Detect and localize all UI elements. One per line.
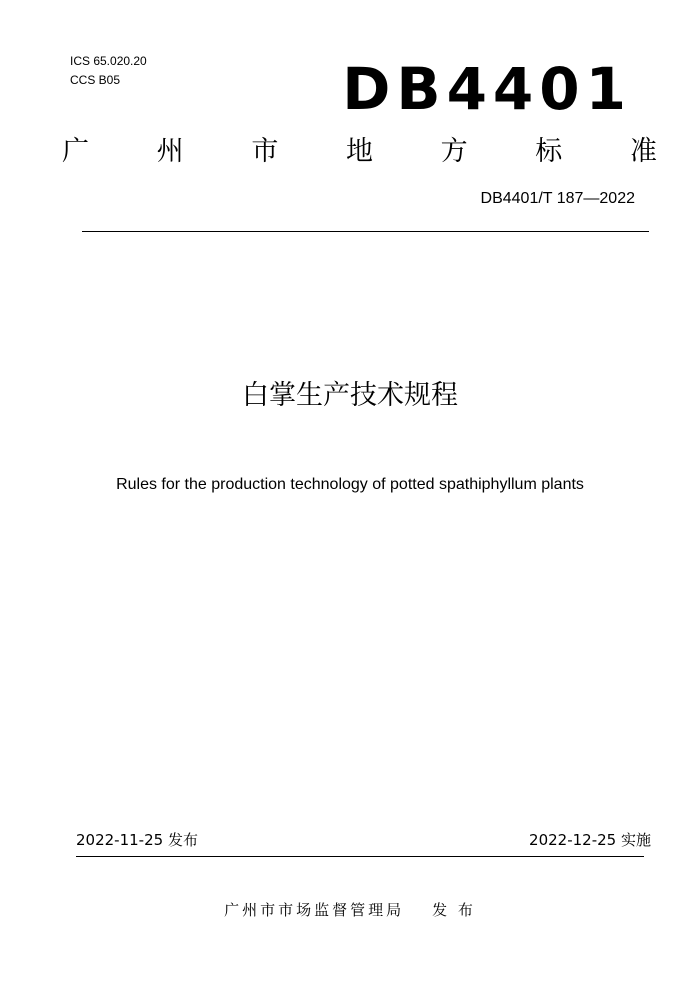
standard-type-char: 准 bbox=[629, 136, 657, 167]
standard-type-char: 地 bbox=[345, 136, 373, 167]
ics-code: ICS 65.020.20 bbox=[70, 54, 147, 68]
issuing-authority bbox=[0, 900, 700, 920]
standard-type-char: 广 bbox=[62, 136, 89, 167]
document-title-english: Rules for the production technology of potted spathiphyllum plants bbox=[116, 476, 584, 493]
standard-type-char: 标 bbox=[535, 136, 563, 167]
standard-type-char: 方 bbox=[440, 136, 468, 167]
header-divider bbox=[82, 231, 649, 232]
standard-type-char: 市 bbox=[251, 136, 279, 167]
issuer-name: 广州市市场监督管理局 bbox=[224, 901, 405, 919]
implementation-date: 2022-12-25 实施 bbox=[529, 831, 651, 849]
standard-prefix-code: DB4401 bbox=[342, 55, 632, 123]
document-title-chinese: 白掌生产技术规程 bbox=[242, 380, 458, 411]
issue-date: 2022-11-25 发布 bbox=[76, 831, 198, 849]
standard-type-heading bbox=[62, 136, 657, 168]
standard-number: DB4401/T 187—2022 bbox=[480, 190, 635, 207]
footer-divider bbox=[76, 856, 644, 857]
classification-codes bbox=[70, 52, 147, 90]
ccs-code: CCS B05 bbox=[70, 73, 121, 87]
standard-type-char: 州 bbox=[156, 136, 184, 167]
issue-action: 发 布 bbox=[432, 901, 476, 919]
